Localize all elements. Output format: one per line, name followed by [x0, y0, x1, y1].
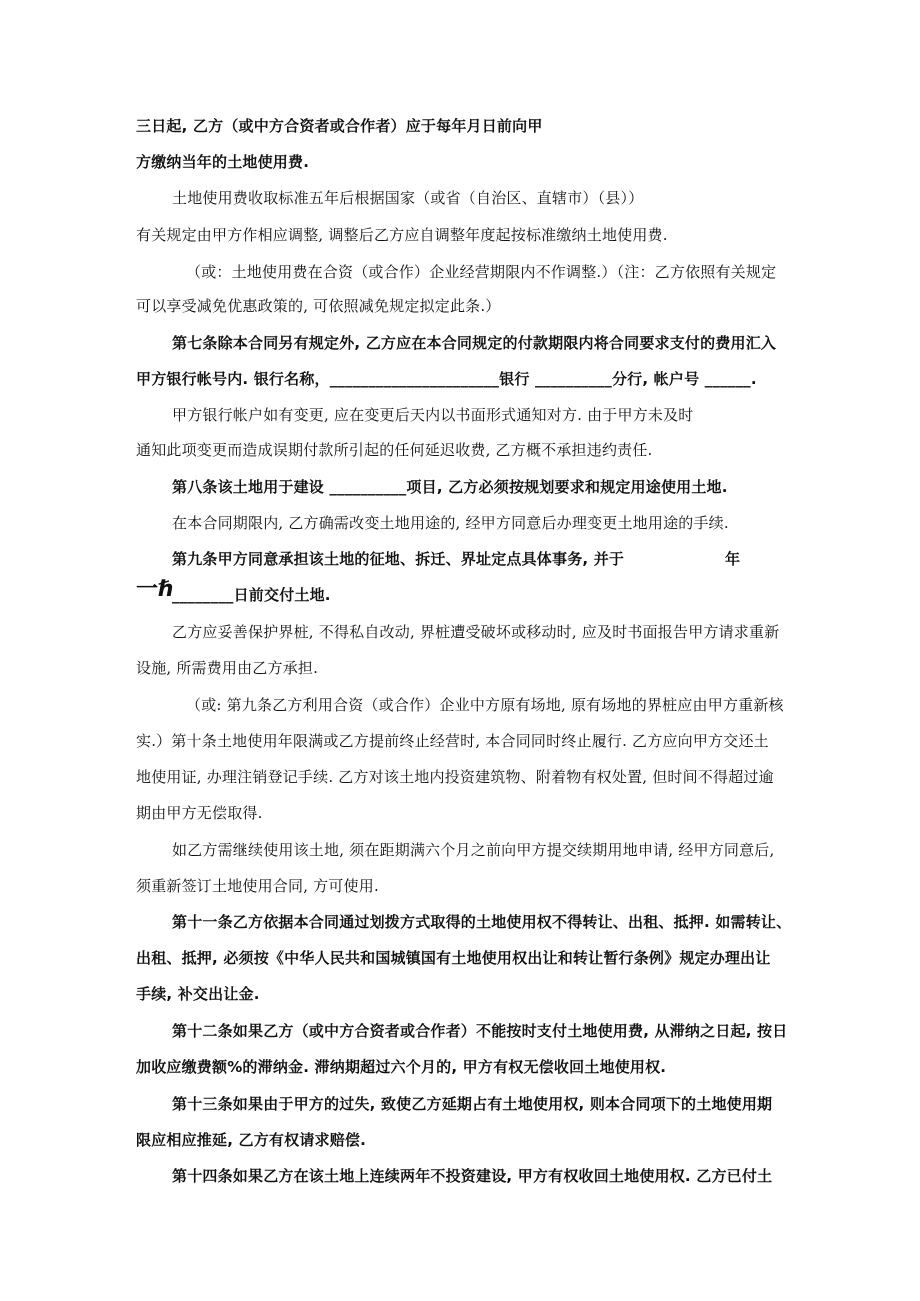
text-line-year: 年: [725, 550, 741, 568]
text-line: 土地使用费收取标准五年后根据国家（或省（自治区、直辖市）（县））: [172, 189, 644, 207]
text-line: （或: 第九条乙方利用合资（或合作）企业中方原有场地, 原有场地的界桩应由甲方重新核: [186, 696, 784, 714]
text-line: 第七条除本合同另有规定外, 乙方应在本合同规定的付款期限内将合同要求支付的费用汇入: [172, 334, 777, 352]
text-line: 可以享受减免优惠政策的, 可依照减免规定拟定此条.）: [136, 297, 501, 315]
text-line: 手续, 补交出让金.: [136, 985, 260, 1003]
text-line: 须重新签订土地使用合同, 方可使用.: [136, 877, 379, 895]
text-line: ________日前交付土地.: [172, 586, 331, 604]
text-line: 第八条该土地用于建设 __________项目, 乙方必须按规划要求和规定用途使用土地.: [172, 478, 728, 496]
text-line: 甲方银行帐户如有变更, 应在变更后天内以书面形式通知对方. 由于甲方未及时: [172, 406, 694, 424]
text-line: 第十二条如果乙方（或中方合资者或合作者）不能按时支付土地使用费, 从滞纳之日起, 按日: [172, 1022, 788, 1040]
text-line: 第十三条如果由于甲方的过失, 致使乙方延期占有土地使用权, 则本合同项下的土地使用期: [172, 1095, 773, 1113]
text-line: 方缴纳当年的土地使用费.: [136, 153, 310, 171]
text-line: 在本合同期限内, 乙方确需改变土地用途的, 经甲方同意后办理变更土地用途的手续.: [172, 514, 729, 532]
text-line: 第九条甲方同意承担该土地的征地、拆迁、界址定点具体事务, 并于: [172, 550, 625, 568]
text-line: 通知此项变更而造成误期付款所引起的任何延迟收费, 乙方概不承担违约责任.: [136, 441, 653, 459]
text-line: 加收应缴费额%的滞纳金. 滞纳期超过六个月的, 甲方有权无偿收回土地使用权.: [136, 1058, 667, 1076]
text-line: 设施, 所需费用由乙方承担.: [136, 659, 319, 677]
text-line: 限应相应推延, 乙方有权请求赔偿.: [136, 1131, 367, 1149]
text-line: 第十一条乙方依据本合同通过划拨方式取得的土地使用权不得转让、出租、抵押. 如需转让、: [172, 913, 792, 931]
text-line: 期由甲方无偿取得.: [136, 804, 263, 822]
text-line: 有关规定由甲方作相应调整, 调整后乙方应自调整年度起按标准缴纳土地使用费.: [136, 226, 668, 244]
text-line: 第十四条如果乙方在该土地上连续两年不投资建设, 甲方有权收回土地使用权. 乙方已付土: [172, 1167, 773, 1185]
text-line: 地使用证, 办理注销登记手续. 乙方对该土地内投资建筑物、附着物有权处置, 但时间不得超过逾: [136, 768, 774, 786]
text-line: 三日起, 乙方（或中方合资者或合作者）应于每年月日前向甲: [136, 117, 543, 135]
text-line: 出租、抵押, 必须按《中华人民共和国城镇国有土地使用权出让和转让暂行条例》规定办理出让: [136, 949, 771, 967]
text-line: 如乙方需继续使用该土地, 须在距期满六个月之前向甲方提交续期用地申请, 经甲方同意后,: [172, 841, 775, 859]
text-line: （或：土地使用费在合资（或合作）企业经营期限内不作调整.）（注：乙方依照有关规定: [186, 263, 777, 281]
text-line: 甲方银行帐号内. 银行名称，______________________银行 __________分行, 帐户号 ______.: [136, 370, 757, 388]
text-line: 乙方应妥善保护界桩, 不得私自改动, 界桩遭受破坏或移动时, 应及时书面报告甲方请求重新: [172, 623, 780, 641]
text-line: 实.）第十条土地使用年限满或乙方提前终止经营时, 本合同同时终止履行. 乙方应向甲方交还土: [136, 732, 769, 750]
text-line-symbol: 一ℏ: [136, 577, 175, 602]
